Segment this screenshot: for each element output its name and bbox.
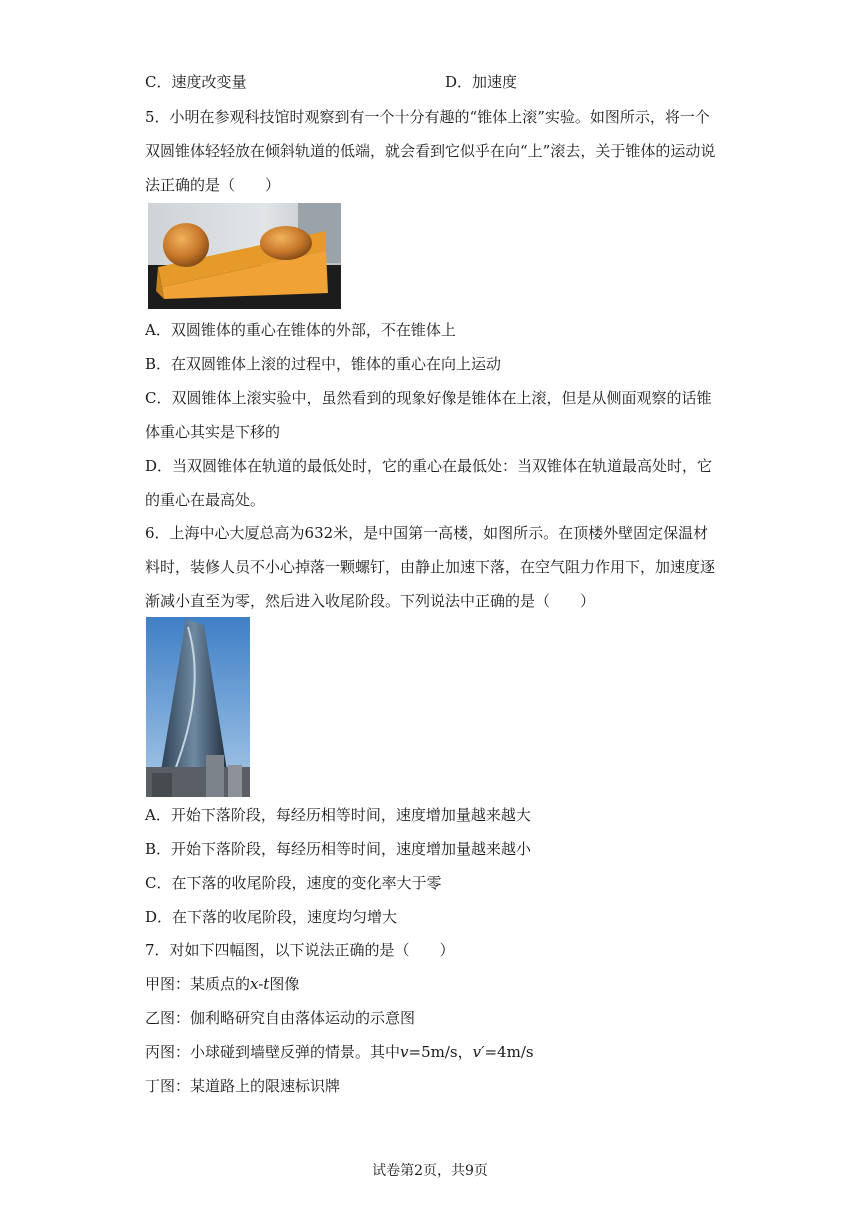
q6-option-a: A．开始下落阶段，每经历相等时间，速度增加量越来越大 (145, 806, 531, 824)
q6-stem-line-2: 料时，装修人员不小心掉落一颗螺钉，由静止加速下落，在空气阻力作用下，加速度逐 (145, 558, 716, 576)
q5-stem-line-2: 双圆锥体轻轻放在倾斜轨道的低端，就会看到它似乎在向“上”滚去，关于锥体的运动说 (145, 142, 716, 160)
q5-option-c-line-2: 体重心其实是下移的 (145, 423, 281, 441)
q6-option-c: C．在下落的收尾阶段，速度的变化率大于零 (145, 874, 442, 892)
q7-ding-line: 丁图：某道路上的限速标识牌 (145, 1077, 341, 1095)
q7-bing-v2: v′ (472, 1043, 485, 1061)
q5-option-d-line-1: D．当双圆锥体在轨道的最低处时，它的重心在最低处：当双锥体在轨道最高处时，它 (145, 457, 713, 475)
q4-option-c: C．速度改变量 (145, 73, 247, 91)
q5-option-d-line-2: 的重心在最高处。 (145, 491, 266, 509)
q6-option-d: D．在下落的收尾阶段，速度均匀增大 (145, 908, 398, 926)
q7-bing-v2-val: =4m/s (484, 1043, 534, 1061)
q6-stem-line-3: 渐减小直至为零，然后进入收尾阶段。下列说法中正确的是（ ） (145, 592, 596, 610)
shanghai-tower-photo (146, 617, 250, 797)
q7-bing-line (145, 1042, 534, 1062)
q5-option-b: B．在双圆锥体上滚的过程中，锥体的重心在向上运动 (145, 355, 502, 373)
q7-stem: 7．对如下四幅图，以下说法正确的是（ ） (145, 941, 455, 959)
q6-stem-line-1: 6．上海中心大厦总高为632米，是中国第一高楼，如图所示。在顶楼外壁固定保温材 (145, 524, 709, 542)
q5-stem-line-3: 法正确的是（ ） (145, 176, 281, 194)
q7-jia-prefix: 甲图：某质点的 (145, 975, 251, 993)
q7-jia-suffix: 图像 (269, 975, 300, 993)
page-footer: 试卷第2页，共9页 (372, 1163, 488, 1179)
q5-option-c-line-1: C．双圆锥体上滚实验中，虽然看到的现象好像是锥体在上滚，但是从侧面观察的话锥 (145, 389, 712, 407)
q7-bing-prefix: 丙图：小球碰到墙壁反弹的情景。其中 (145, 1043, 401, 1061)
q7-yi-line: 乙图：伽利略研究自由落体运动的示意图 (145, 1009, 416, 1027)
q7-bing-v: v (400, 1043, 409, 1061)
q5-stem-line-1: 5．小明在参观科技馆时观察到有一个十分有趣的“锥体上滚”实验。如图所示，将一个 (145, 108, 710, 126)
q7-jia-var: x-t (250, 975, 270, 993)
q5-option-a: A．双圆锥体的重心在锥体的外部，不在锥体上 (145, 321, 456, 339)
double-cone-photo (148, 203, 341, 309)
q7-jia-line (145, 974, 299, 994)
q4-option-d: D．加速度 (445, 73, 518, 91)
q6-option-b: B．开始下落阶段，每经历相等时间，速度增加量越来越小 (145, 840, 532, 858)
q7-bing-v-val: =5m/s， (408, 1043, 473, 1061)
